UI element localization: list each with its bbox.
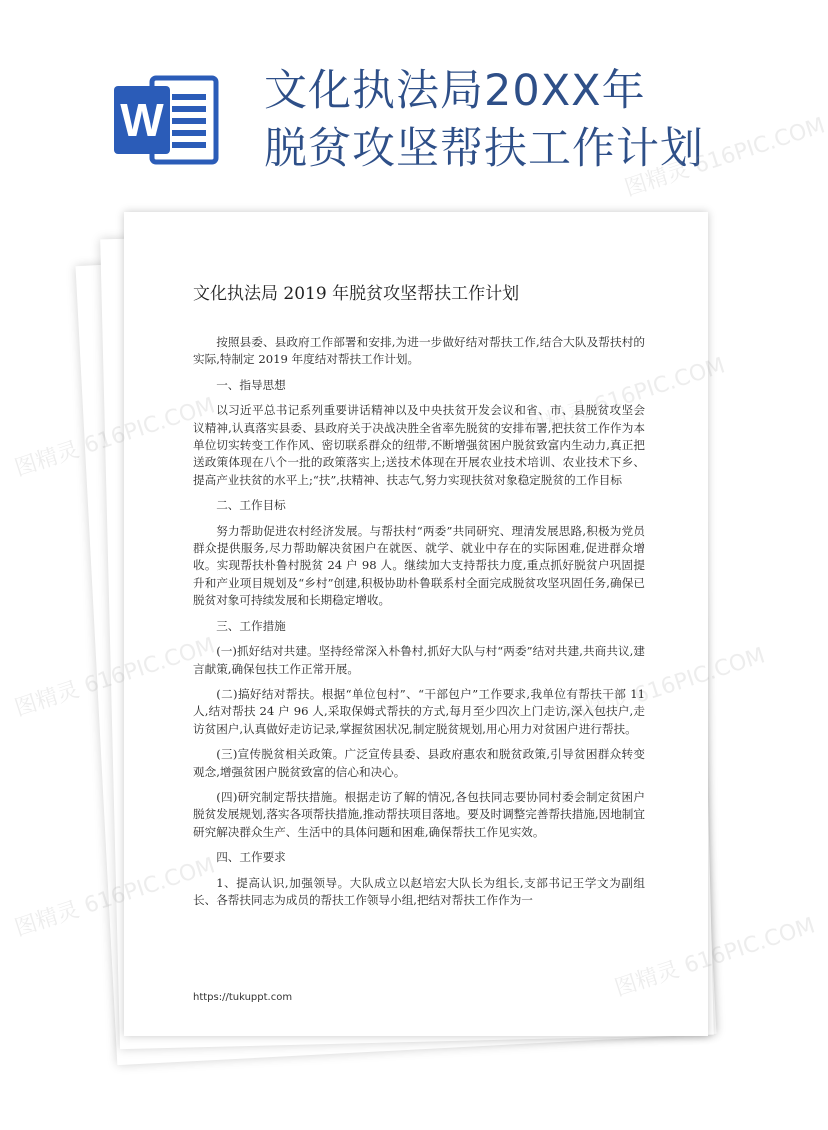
paragraph: (三)宣传脱贫相关政策。广泛宣传县委、县政府惠农和脱贫政策,引导贫困群众转变观念,增强贫困户脱贫致富的信心和决心。 (193, 747, 645, 779)
document-blocks (193, 334, 645, 909)
section-heading: 三、工作措施 (216, 618, 286, 633)
word-icon-letter: W (120, 94, 164, 146)
paragraph: (二)搞好结对帮扶。根据“单位包村”、“干部包户”工作要求,我单位有帮扶干部 11 人,结对帮扶 24 户 96 人,采取保姆式帮扶的方式,每月至少四次上门走访,深入包扶户,走访贫困户,认真做好走访记录,掌握贫困状况,制定脱贫规划,用心用力对贫困户进行帮扶。 (193, 686, 645, 736)
watermark: 图精灵 (11, 677, 83, 722)
headline-line-2: 脱贫攻坚帮扶工作计划 (264, 124, 704, 174)
source-url: https://tukuppt.com (193, 992, 293, 1003)
page-headline (264, 62, 764, 178)
paragraph: (四)研究制定帮扶措施。根据走访了解的情况,各包扶同志要协同村委会制定贫困户脱贫发展规划,落实各项帮扶措施,推动帮扶项目落地。要及时调整完善帮扶措施,因地制宜研究解决群众生产、生活中的具体问题和困难,确保帮扶工作见实效。 (193, 789, 645, 839)
paragraph: (一)抓好结对共建。坚持经常深入朴鲁村,抓好大队与村“两委”结对共建,共商共议,建言献策,确保包扶工作正常开展。 (193, 644, 645, 676)
watermark: 图精灵 616PIC.COM (621, 113, 828, 202)
headline-line-1: 文化执法局20XX年 (264, 66, 646, 116)
section-heading: 一、指导思想 (216, 377, 286, 392)
paragraph: 努力帮助促进农村经济发展。与帮扶村“两委”共同研究、理清发展思路,积极为党员群众提供服务,尽力帮助解决贫困户在就医、就学、就业中存在的实际困难,促进群众增收。实现帮扶朴鲁村脱贫 24 户 98 人。继续加大支持帮扶力度,重点抓好脱贫户巩固提升和产业项目规划及“乡村”创建,积极协助朴鲁联系村全面完成脱贫攻坚巩固任务,确保已脱贫对象可持续发展和长期稳定增收。 (193, 523, 645, 608)
watermark: 图精灵 (11, 897, 83, 942)
paragraph: 以习近平总书记系列重要讲话精神以及中央扶贫开发会议和省、市、县脱贫攻坚会议精神,认真落实县委、县政府关于决战决胜全省率先脱贫的安排布署,把扶贫工作作为本单位切实转变工作作风、密切联系群众的纽带,不断增强贫困户脱贫致富内生动力,真正把送政策体现在八个一批的政策落实上;送技术体现在开展农业技术培训、农业技术下乡、提高产业扶贫的水平上;“扶”,扶精神、扶志气,努力实现扶贫对象稳定脱贫的工作目标 (193, 403, 645, 487)
watermark: 图精灵 (11, 437, 83, 482)
paragraph: 1、提高认识,加强领导。大队成立以赵培宏大队长为组长,支部书记王学文为副组长、各帮扶同志为成员的帮扶工作领导小组,把结对帮扶工作作为一 (193, 875, 645, 907)
word-document-icon (112, 70, 222, 170)
section-heading: 二、工作目标 (216, 498, 286, 513)
paragraph: 按照县委、县政府工作部署和安排,为进一步做好结对帮扶工作,结合大队及帮扶村的实际,特制定 2019 年度结对帮扶工作计划。 (193, 335, 645, 367)
watermark: 图精灵 616PIC.COM (611, 913, 819, 1002)
section-heading: 四、工作要求 (216, 850, 286, 865)
document-title: 文化执法局 2019 年脱贫攻坚帮扶工作计划 (193, 284, 520, 304)
document-body (193, 282, 645, 917)
